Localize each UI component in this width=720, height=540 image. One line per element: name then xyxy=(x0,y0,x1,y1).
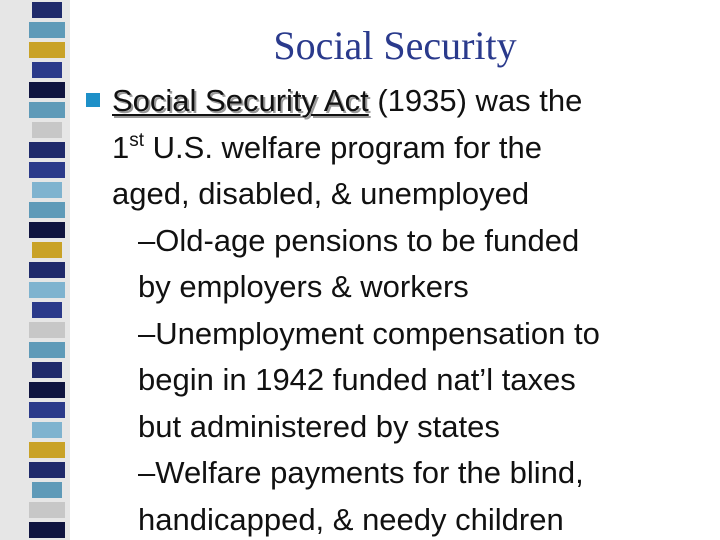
sub-item-2-line-3: but administered by states xyxy=(138,408,500,444)
stripe-block xyxy=(29,42,65,58)
stripe-block xyxy=(29,202,65,218)
bullet-text-2: U.S. welfare program for the xyxy=(144,129,543,165)
stripe-block xyxy=(29,22,65,38)
stripe-block xyxy=(32,482,62,498)
sub-item-1-line-2: by employers & workers xyxy=(138,269,469,304)
stripe-block xyxy=(32,302,62,318)
stripe-block xyxy=(29,282,65,298)
square-bullet-icon xyxy=(86,93,100,107)
stripe-block xyxy=(29,262,65,278)
ordinal-suffix: st xyxy=(129,129,145,151)
stripe-block xyxy=(29,82,65,98)
sub-item-3-line-1: –Welfare payments for the blind, xyxy=(138,455,584,490)
slide-body xyxy=(86,78,716,540)
stripe-block xyxy=(29,102,65,118)
sub-item-3-line-2: handicapped, & needy children xyxy=(138,501,564,537)
stripe-block xyxy=(32,422,62,438)
stripe-block xyxy=(29,462,65,478)
social-security-act-link[interactable]: Social Security Act xyxy=(112,83,369,118)
sub-item-2-line-1: –Unemployment compensation to xyxy=(138,315,600,351)
bullet-line-2 xyxy=(86,125,716,172)
stripe-block xyxy=(32,2,62,18)
stripe-block xyxy=(29,222,65,238)
bullet-text-1: (1935) was the xyxy=(368,83,583,118)
stripe-block xyxy=(29,382,65,398)
stripe-block xyxy=(32,362,62,378)
bullet-line-1 xyxy=(86,78,716,125)
stripe-block xyxy=(32,122,62,138)
stripe-block xyxy=(32,182,62,198)
stripe-block xyxy=(29,442,65,458)
stripe-block xyxy=(29,502,65,518)
stripe-block xyxy=(32,62,62,78)
ordinal-number: 1 xyxy=(112,129,130,165)
decorative-stripe xyxy=(0,0,70,540)
stripe-block xyxy=(29,522,65,538)
stripe-block xyxy=(32,242,62,258)
sub-item-1-line-1: –Old-age pensions to be funded xyxy=(138,222,580,258)
slide-title: Social Security xyxy=(273,23,517,68)
stripe-block xyxy=(29,342,65,358)
stripe-block xyxy=(29,162,65,178)
stripe-block xyxy=(29,142,65,158)
stripe-block xyxy=(29,402,65,418)
stripe-block xyxy=(29,322,65,338)
sub-item-2-line-2: begin in 1942 funded nat’l taxes xyxy=(138,362,576,397)
bullet-line-3: aged, disabled, & unemployed xyxy=(112,176,530,211)
